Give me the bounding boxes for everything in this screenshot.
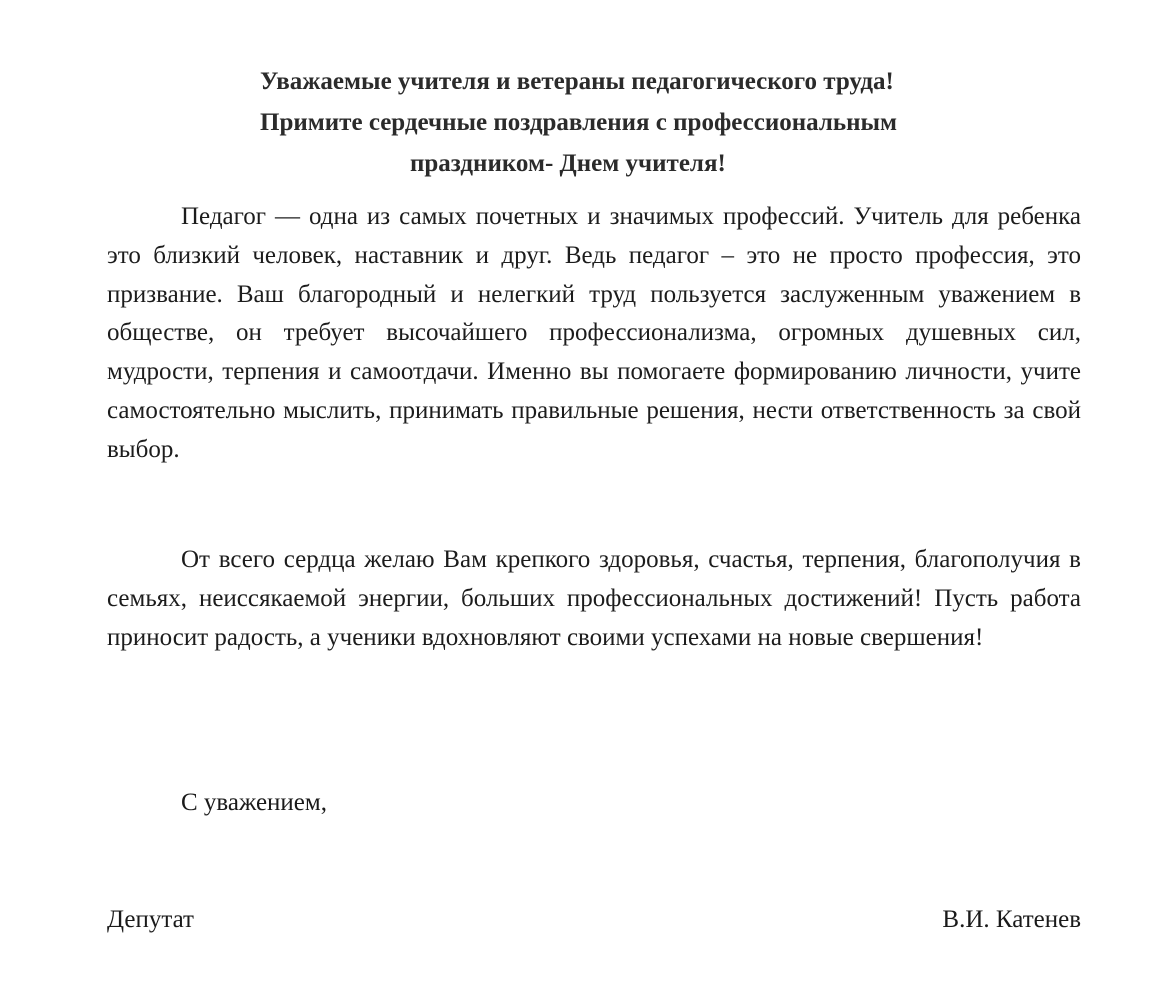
closing-regards: С уважением, — [181, 789, 327, 816]
heading-line-2: Примите сердечные поздравления с профессиональным — [260, 109, 898, 136]
signatory-position: Депутат — [107, 906, 194, 933]
heading-line-1: Уважаемые учителя и ветераны педагогического труда! — [260, 68, 894, 95]
signatory-name: В.И. Катенев — [942, 906, 1081, 933]
body-paragraph-1: Педагог — одна из самых почетных и значимых профессий. Учитель для ребенка это близкий человек, наставник и друг. Ведь педагог – это не просто профессия, это призвание. Ваш благородный и нелегкий труд пользуется заслуженным уважением в обществе, он требует высочайшего профессионализма, огромных душевных сил, мудрости, терпения и самоотдачи. Именно вы помогаете формированию личности, учите самостоятельно мыслить, принимать правильные решения, нести ответственность за свой выбор. — [107, 203, 1081, 463]
heading-line-3: праздником- Днем учителя! — [410, 150, 726, 177]
body-paragraph-2: От всего сердца желаю Вам крепкого здоровья, счастья, терпения, благополучия в семьях, неиссякаемой энергии, больших профессиональных достижений! Пусть работа приносит радость, а ученики вдохновляют своими успехами на новые свершения! — [107, 546, 1081, 651]
